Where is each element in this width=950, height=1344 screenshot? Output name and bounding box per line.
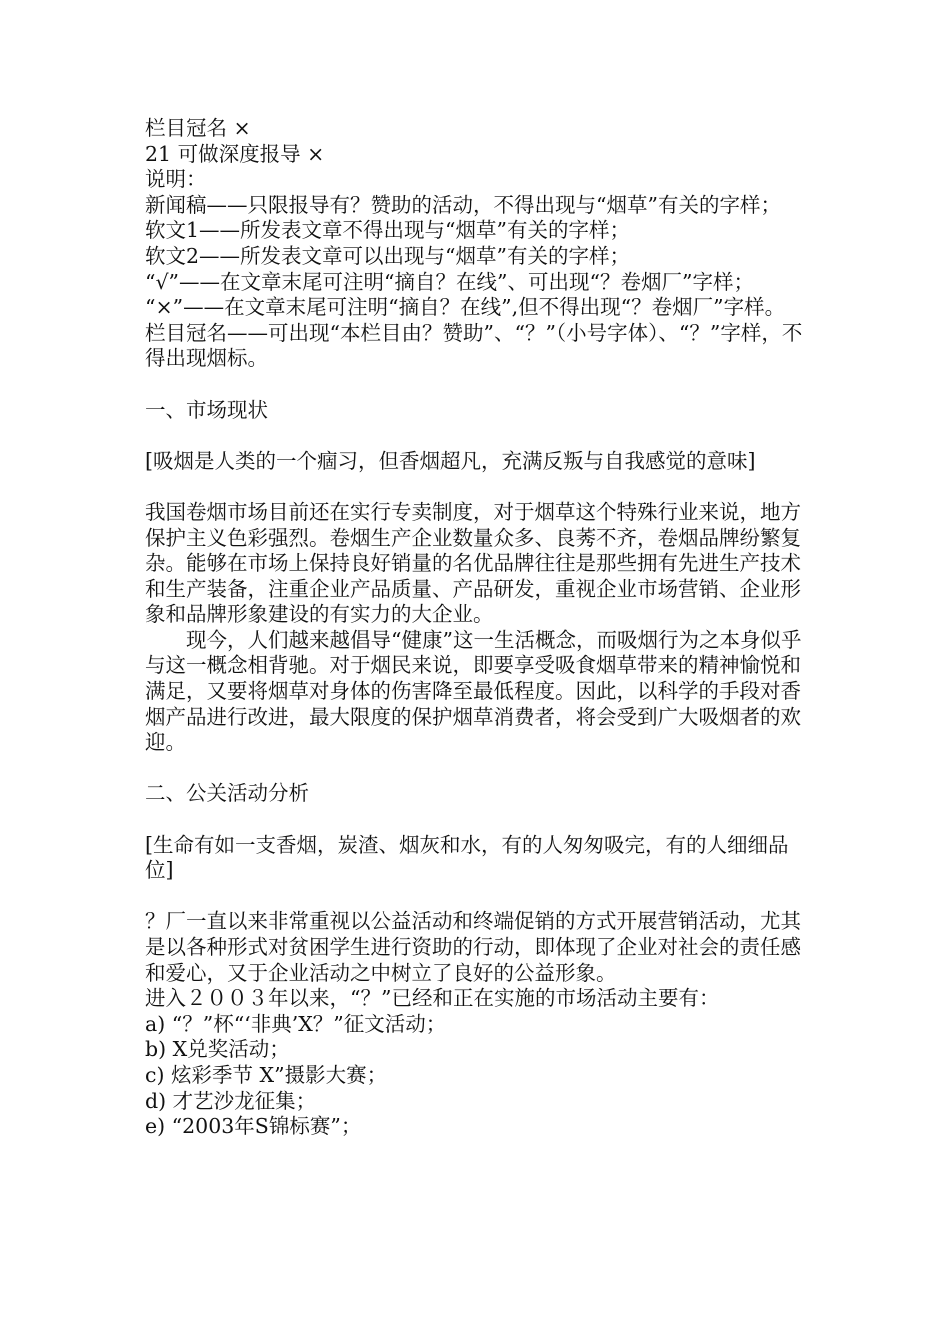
section-heading-market-status: 一、市场现状 [145, 397, 268, 422]
document-page [145, 116, 810, 1140]
list-item: d) 才艺沙龙征集； [145, 1088, 317, 1113]
header-notes [145, 116, 810, 372]
note-cross-mark: “×”——在文章末尾可注明“摘自？在线”,但不得出现“？卷烟厂”字样。 [145, 295, 786, 320]
list-item: e) “2003年S锦标赛”； [145, 1114, 362, 1139]
depth-report-line: 21 可做深度报导 × [145, 141, 325, 166]
note-column-sponsorship: 栏目冠名——可出现“本栏目由？赞助”、“？”（小号字体）、“？”字样，不得出现烟标。 [145, 320, 803, 371]
note-soft-article-1: 软文1——所发表文章不得出现与“烟草”有关的字样； [145, 218, 631, 243]
market-paragraph-2: 现今，人们越来越倡导“健康”这一生活概念，而吸烟行为之本身似乎与这一概念相背驰。对于烟民来说，即要享受吸食烟草带来的精神愉悦和满足，又要将烟草对身体的伤害降至最低程度。因此，以科学的手段对香烟产品进行改进，最大限度的保护烟草消费者，将会受到广大吸烟者的欢迎。 [145, 627, 802, 755]
list-item: c) 炫彩季节 X”摄影大赛； [145, 1062, 388, 1087]
section-heading-pr-analysis: 二、公关活动分析 [145, 781, 309, 806]
note-press-release: 新闻稿——只限报导有？赞助的活动，不得出现与“烟草”有关的字样； [145, 192, 781, 217]
note-soft-article-2: 软文2——所发表文章可以出现与“烟草”有关的字样； [145, 243, 631, 268]
note-check-mark: “√”——在文章末尾可注明“摘自？在线”、可出现“？卷烟厂”字样； [145, 269, 754, 294]
section-quote: [生命有如一支香烟，炭渣、烟灰和水，有的人匆匆吸完，有的人细细品位] [145, 832, 789, 883]
activities-intro: 进入２００３年以来，“？”已经和正在实施的市场活动主要有： [145, 986, 720, 1011]
market-paragraph-1: 我国卷烟市场目前还在实行专卖制度，对于烟草这个特殊行业来说，地方保护主义色彩强烈。卷烟生产企业数量众多、良莠不齐，卷烟品牌纷繁复杂。能够在市场上保持良好销量的名优品牌往往是那些拥有先进生产技术和生产装备，注重企业产品质量、产品研发，重视企业市场营销、企业形象和品牌形象建设的有实力的大企业。 [145, 499, 801, 627]
notes-label: 说明： [145, 167, 207, 192]
list-item: a) “？”杯“‘非典’X？”征文活动； [145, 1011, 447, 1036]
list-item: b) X兑奖活动； [145, 1037, 290, 1062]
activities-list [145, 1012, 810, 1140]
pr-paragraph-1: ？厂一直以来非常重视以公益活动和终端促销的方式开展营销活动，尤其是以各种形式对贫困学生进行资助的行动，即体现了企业对社会的责任感和爱心，又于企业活动之中树立了良好的公益形象。 [145, 909, 801, 985]
column-sponsorship-line: 栏目冠名 × [145, 116, 251, 140]
section-quote: [吸烟是人类的一个痼习，但香烟超凡，充满反叛与自我感觉的意味] [145, 448, 756, 473]
